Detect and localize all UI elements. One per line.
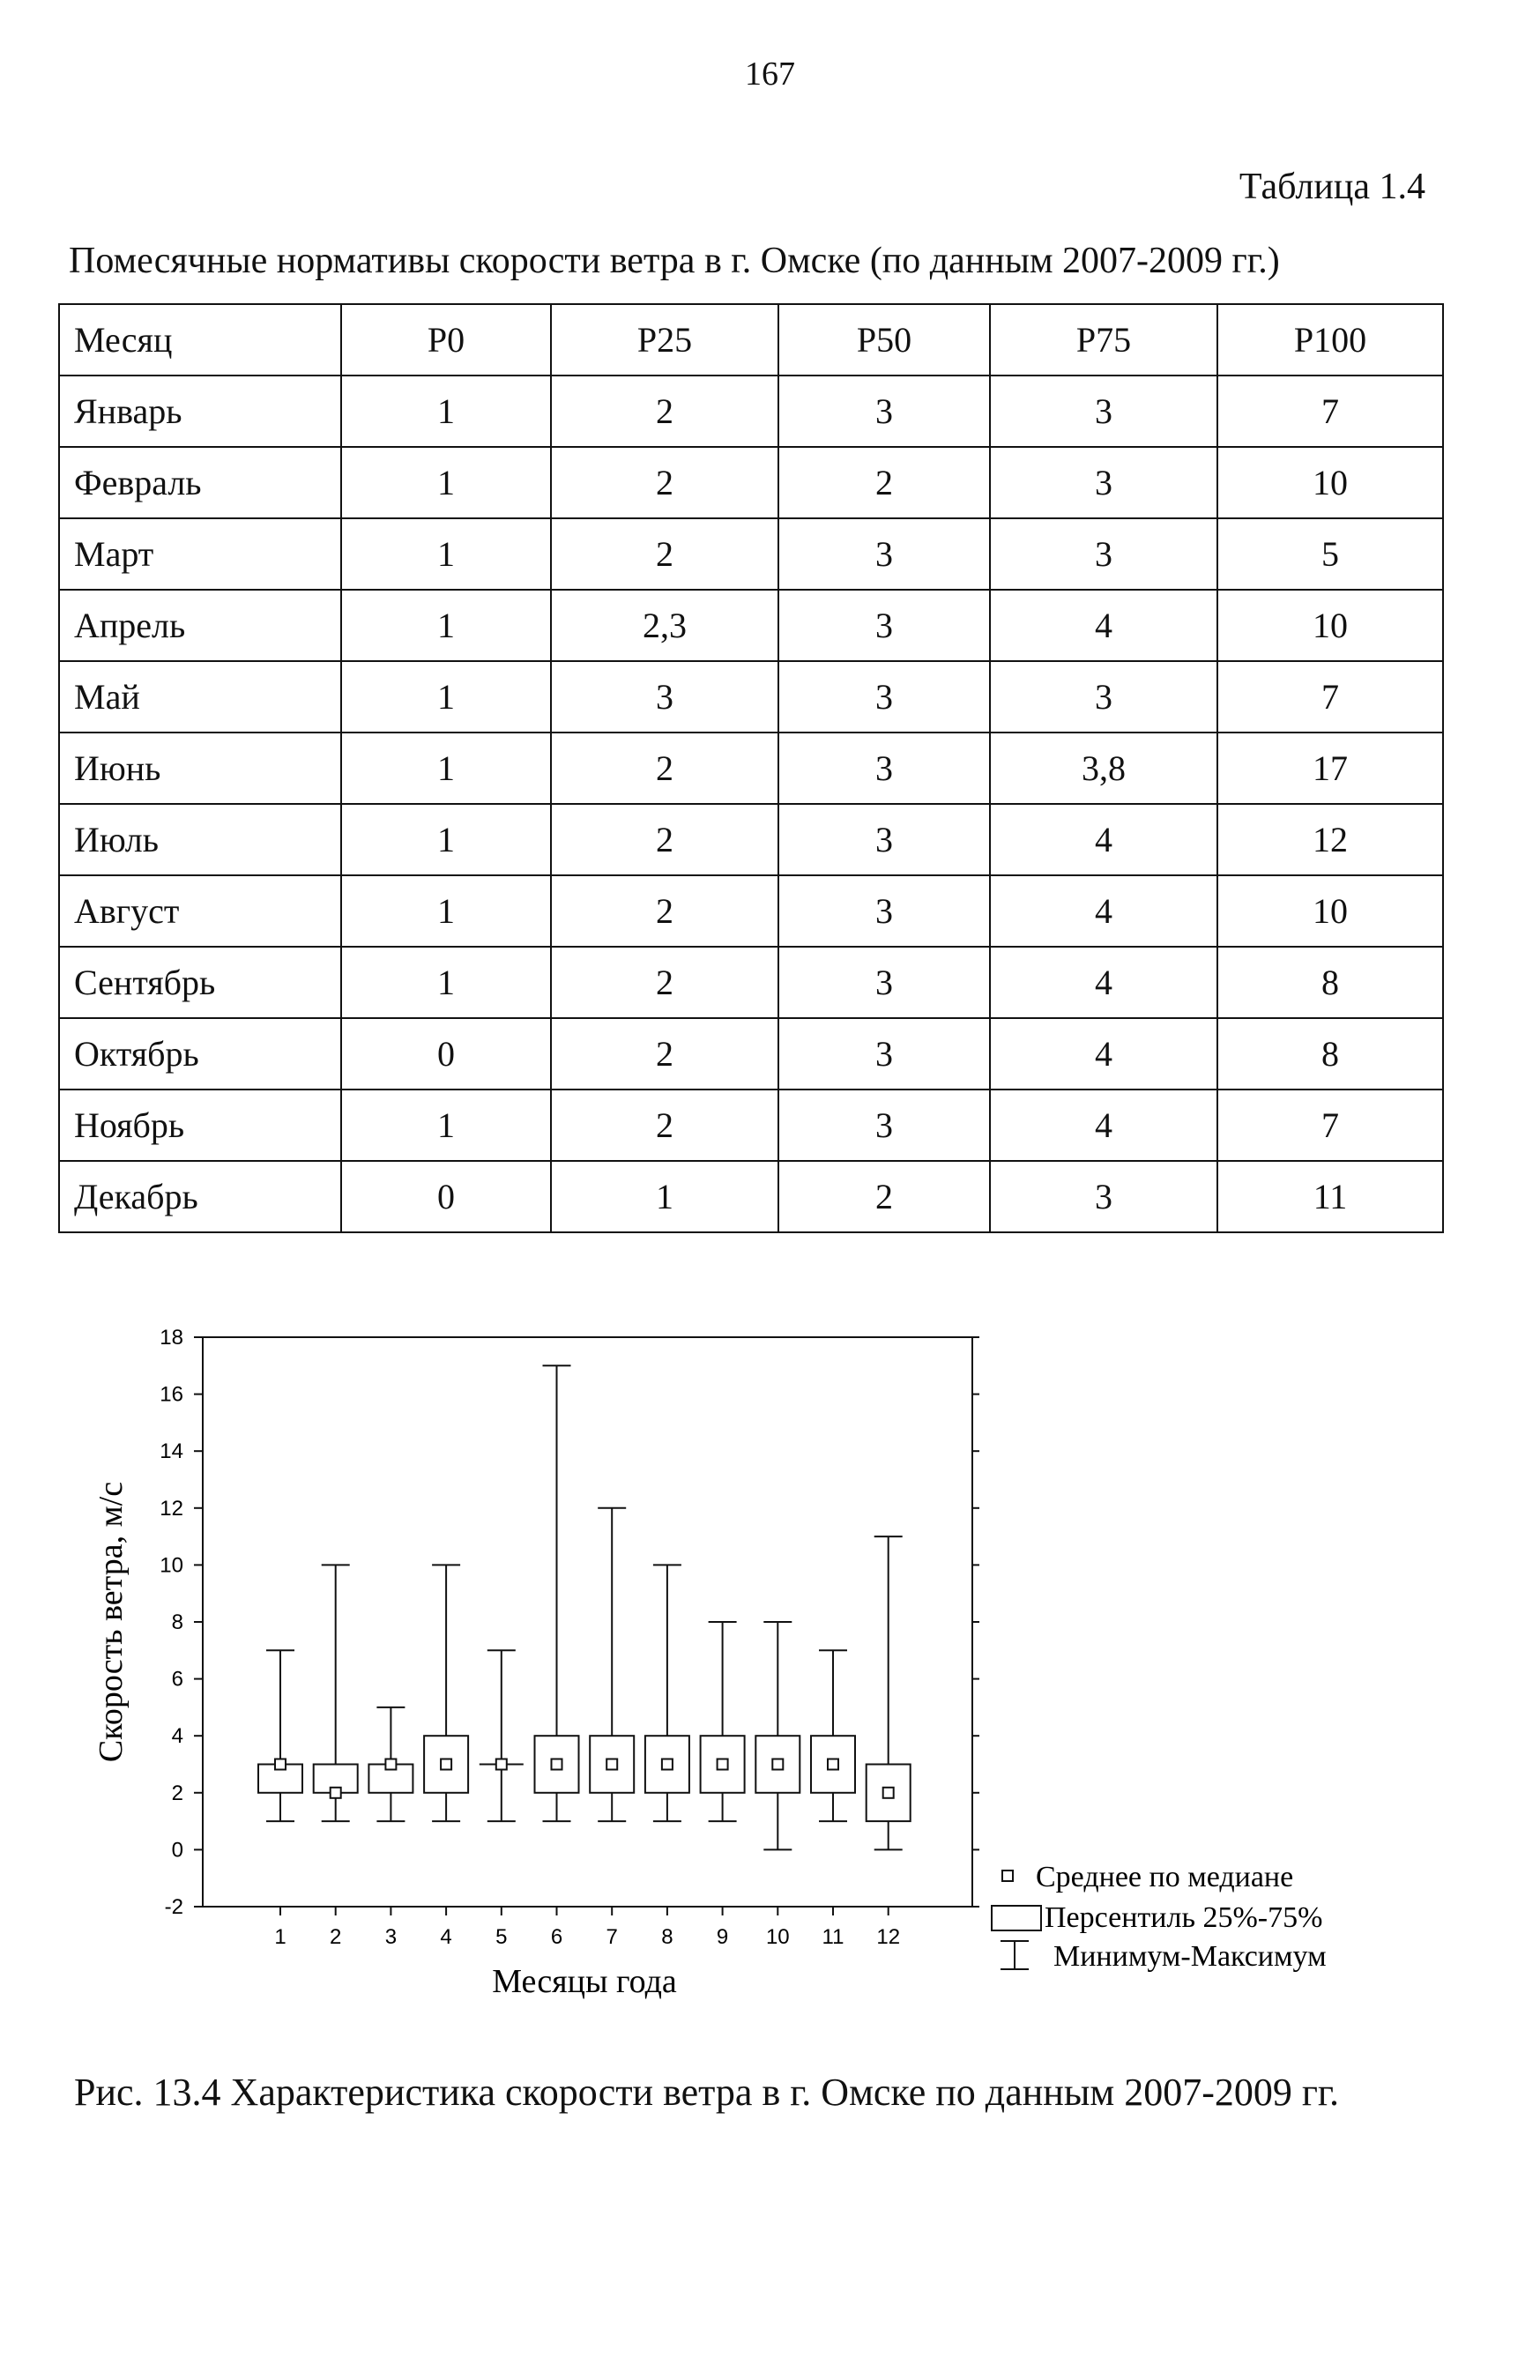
wind-norms-table xyxy=(58,303,1444,1233)
table-row xyxy=(59,376,1443,447)
x-tick-label: 7 xyxy=(606,1925,618,1949)
table-cell: 1 xyxy=(341,376,551,447)
table-cell: 2 xyxy=(551,518,778,590)
table-cell: 4 xyxy=(990,804,1217,875)
table-row xyxy=(59,875,1443,947)
table-cell: 1 xyxy=(341,1090,551,1161)
table-cell: 1 xyxy=(341,804,551,875)
y-tick-label: 10 xyxy=(160,1553,183,1578)
y-tick-label: 4 xyxy=(171,1724,183,1749)
header-cell-p50: P50 xyxy=(778,304,990,376)
table-cell-month: Март xyxy=(59,518,341,590)
y-tick-label: 8 xyxy=(171,1610,183,1634)
plot-frame xyxy=(203,1337,972,1907)
table-cell: 12 xyxy=(1217,804,1443,875)
y-tick-label: 6 xyxy=(171,1667,183,1692)
table-cell: 1 xyxy=(341,447,551,518)
table-row xyxy=(59,590,1443,661)
table-cell: 4 xyxy=(990,947,1217,1018)
table-cell: 2 xyxy=(551,447,778,518)
table-cell-month: Июнь xyxy=(59,733,341,804)
table-cell: 1 xyxy=(341,733,551,804)
legend-box-icon xyxy=(992,1906,1041,1930)
table-cell: 8 xyxy=(1217,1018,1443,1090)
table-cell: 3 xyxy=(778,661,990,733)
table-cell: 3 xyxy=(990,447,1217,518)
table-cell: 7 xyxy=(1217,661,1443,733)
median-marker xyxy=(606,1759,617,1770)
y-tick-label: 16 xyxy=(160,1382,183,1407)
table-cell-month: Февраль xyxy=(59,447,341,518)
median-marker xyxy=(772,1759,783,1770)
median-marker xyxy=(662,1759,673,1770)
median-marker xyxy=(385,1759,396,1770)
table-cell: 2 xyxy=(778,1161,990,1232)
x-tick-label: 2 xyxy=(330,1925,342,1949)
median-marker xyxy=(828,1759,838,1770)
figure-caption: Рис. 13.4 Характеристика скорости ветра в г. Омске по данным 2007-2009 гг. xyxy=(74,2071,1340,2114)
table-cell: 10 xyxy=(1217,447,1443,518)
median-marker xyxy=(552,1759,562,1770)
table-cell-month: Май xyxy=(59,661,341,733)
table-cell: 3 xyxy=(778,804,990,875)
y-tick-label: 18 xyxy=(160,1326,183,1350)
table-cell-month: Август xyxy=(59,875,341,947)
table-cell-month: Апрель xyxy=(59,590,341,661)
y-tick-label: 2 xyxy=(171,1781,183,1805)
table-cell: 3 xyxy=(990,1161,1217,1232)
legend-whisker-label: Минимум-Максимум xyxy=(1053,1940,1327,1973)
header-cell-month: Месяц xyxy=(59,304,341,376)
table-cell: 3 xyxy=(778,1018,990,1090)
table-row xyxy=(59,447,1443,518)
header-cell-p0: P0 xyxy=(341,304,551,376)
table-cell: 3 xyxy=(778,590,990,661)
table-cell: 1 xyxy=(551,1161,778,1232)
table-cell: 7 xyxy=(1217,376,1443,447)
table-cell: 2 xyxy=(778,447,990,518)
table-cell: 17 xyxy=(1217,733,1443,804)
table-cell-month: Январь xyxy=(59,376,341,447)
table-cell: 5 xyxy=(1217,518,1443,590)
table-cell: 4 xyxy=(990,875,1217,947)
x-tick-label: 4 xyxy=(440,1925,452,1949)
page-number: 167 xyxy=(745,56,795,93)
median-marker xyxy=(441,1759,451,1770)
table-title: Помесячные нормативы скорости ветра в г. Омске (по данным 2007-2009 гг.) xyxy=(69,241,1280,281)
y-tick-label: 14 xyxy=(160,1439,183,1464)
legend-box-label: Персентиль 25%-75% xyxy=(1045,1901,1323,1934)
header-cell-p25: P25 xyxy=(551,304,778,376)
table-cell: 2 xyxy=(551,947,778,1018)
table-cell: 10 xyxy=(1217,590,1443,661)
table-cell: 4 xyxy=(990,590,1217,661)
x-tick-label: 3 xyxy=(384,1925,398,1949)
x-tick-label: 11 xyxy=(822,1925,844,1949)
table-row xyxy=(59,1090,1443,1161)
table-row xyxy=(59,518,1443,590)
table-cell: 3 xyxy=(778,518,990,590)
wind-speed-boxplot xyxy=(0,1278,1540,2054)
table-cell-month: Ноябрь xyxy=(59,1090,341,1161)
table-cell: 3 xyxy=(990,518,1217,590)
table-cell: 2 xyxy=(551,875,778,947)
table-row xyxy=(59,1018,1443,1090)
table-cell: 4 xyxy=(990,1018,1217,1090)
table-cell: 3 xyxy=(551,661,778,733)
x-tick-label: 6 xyxy=(550,1925,563,1949)
table-cell-month: Сентябрь xyxy=(59,947,341,1018)
table-cell: 3 xyxy=(990,661,1217,733)
table-row xyxy=(59,947,1443,1018)
x-tick-label: 1 xyxy=(274,1925,286,1949)
table-cell: 2 xyxy=(551,376,778,447)
table-cell: 11 xyxy=(1217,1161,1443,1232)
table-cell-month: Июль xyxy=(59,804,341,875)
median-marker xyxy=(718,1759,728,1770)
table-cell: 2 xyxy=(551,804,778,875)
table-label: Таблица 1.4 xyxy=(1239,167,1425,207)
table-cell: 0 xyxy=(341,1018,551,1090)
table-cell: 3 xyxy=(778,733,990,804)
table-cell: 1 xyxy=(341,875,551,947)
table-cell: 2 xyxy=(551,1090,778,1161)
table-cell: 2,3 xyxy=(551,590,778,661)
table-cell: 7 xyxy=(1217,1090,1443,1161)
table-cell: 8 xyxy=(1217,947,1443,1018)
table-row xyxy=(59,733,1443,804)
x-tick-label: 9 xyxy=(716,1925,729,1949)
table-cell: 4 xyxy=(990,1090,1217,1161)
median-marker xyxy=(496,1759,507,1770)
table-cell: 10 xyxy=(1217,875,1443,947)
table-cell: 3 xyxy=(990,376,1217,447)
table-cell: 3 xyxy=(778,947,990,1018)
median-marker xyxy=(883,1788,894,1798)
table-row xyxy=(59,1161,1443,1232)
table-cell: 3 xyxy=(778,376,990,447)
median-marker xyxy=(275,1759,286,1770)
table-cell: 3,8 xyxy=(990,733,1217,804)
y-tick-label: 12 xyxy=(160,1496,183,1521)
table-cell: 1 xyxy=(341,947,551,1018)
x-tick-label: 10 xyxy=(765,1925,790,1949)
x-tick-label: 5 xyxy=(495,1925,508,1949)
median-marker xyxy=(331,1788,341,1798)
x-tick-label: 12 xyxy=(876,1925,901,1949)
x-tick-label: 8 xyxy=(661,1925,673,1949)
legend-median-label: Среднее по медиане xyxy=(1036,1861,1294,1893)
header-cell-p75: P75 xyxy=(990,304,1217,376)
table-cell: 3 xyxy=(778,1090,990,1161)
table-cell: 1 xyxy=(341,590,551,661)
table-row xyxy=(59,661,1443,733)
table-cell-month: Декабрь xyxy=(59,1161,341,1232)
table-cell: 1 xyxy=(341,661,551,733)
table-cell: 3 xyxy=(778,875,990,947)
table-cell: 2 xyxy=(551,733,778,804)
table-cell: 2 xyxy=(551,1018,778,1090)
y-tick-label: -2 xyxy=(164,1895,183,1919)
table-cell: 0 xyxy=(341,1161,551,1232)
table-row xyxy=(59,804,1443,875)
x-axis-title: Месяцы года xyxy=(492,1963,677,2000)
table-cell: 1 xyxy=(341,518,551,590)
table-header-row xyxy=(59,304,1443,376)
table-cell-month: Октябрь xyxy=(59,1018,341,1090)
y-tick-label: 0 xyxy=(171,1838,183,1863)
legend-median-icon xyxy=(1002,1871,1013,1881)
header-cell-p100: P100 xyxy=(1217,304,1443,376)
y-axis-title: Скорость ветра, м/с xyxy=(93,1481,130,1763)
